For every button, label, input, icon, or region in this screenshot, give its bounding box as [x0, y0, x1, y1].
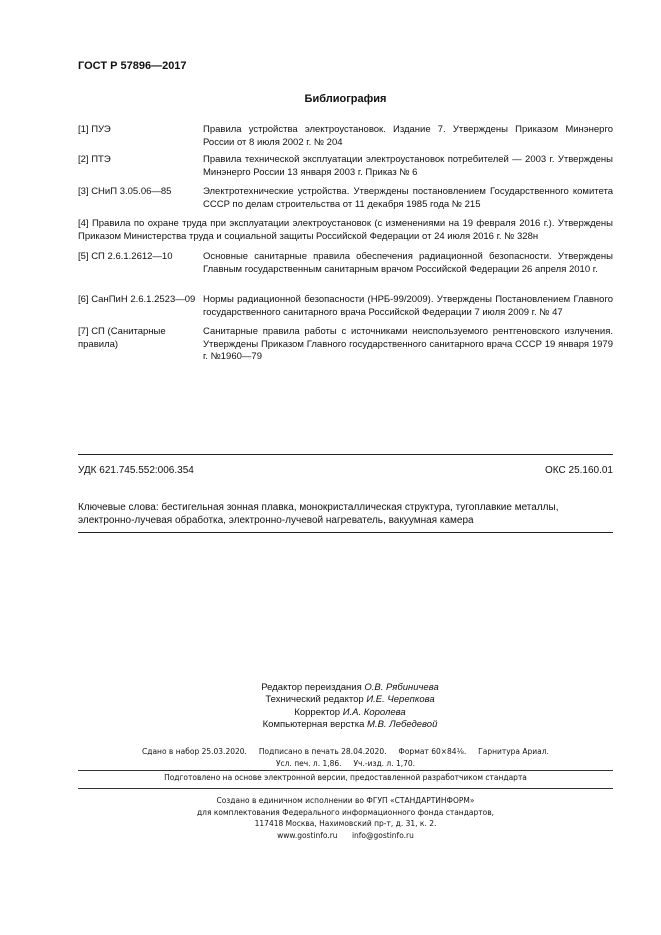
publisher-line-2: для комплектования Федерального информационного фонда стандартов,: [196, 807, 495, 817]
publisher-email-link[interactable]: info@gostinfo.ru: [351, 830, 414, 840]
bib-entry-3: [78, 186, 613, 211]
bib-entry-1: [78, 124, 613, 149]
bib-entry-2: [78, 154, 613, 179]
bib-text: [4] Правила по охране труда при эксплуатации электроустановок (с изменениями на 19 февраля 2016 г.). Утверждены Приказом Министерства труда и социальной защиты Российской Федерации от 24 июля 2016 г. № 328н: [78, 218, 613, 242]
divider-bottom: [78, 532, 613, 533]
publication-line-2: Усл. печ. л. 1,86. Уч.-изд. л. 1,70.: [275, 759, 416, 768]
bib-text: Нормы радиационной безопасности (НРБ-99/2009). Утверждены Постановлением Главного государственного санитарного врача Российской Федерации 7 июля 2009 г. № 47: [203, 294, 613, 318]
bib-ref: [5] СП 2.6.1.2612—10: [78, 251, 173, 262]
bib-ref: [3] СНиП 3.05.06—85: [78, 186, 172, 197]
credit-role: Редактор переиздания: [261, 682, 362, 693]
document-header: ГОСТ Р 57896—2017: [78, 60, 187, 72]
publisher-line-1: Создано в единичном исполнении во ФГУП «СТАНДАРТИНФОРМ»: [216, 796, 475, 805]
bib-text: Правила устройства электроустановок. Издание 7. Утверждены Приказом Минэнерго России от 8 июля 2002 г. № 204: [203, 124, 613, 148]
oks-code: ОКС 25.160.01: [545, 465, 613, 476]
bib-ref: [7] СП (Санитарные правила): [78, 326, 166, 350]
credit-name: И.Е. Черепкова: [366, 694, 435, 706]
credit-tech-editor: [200, 694, 500, 706]
credit-editor: [200, 682, 500, 694]
credit-name: И.А. Королева: [342, 706, 406, 718]
credit-name: М.В. Лебедевой: [367, 719, 438, 731]
bib-ref: [2] ПТЭ: [78, 154, 111, 165]
divider-publication: [78, 770, 613, 771]
credits-block: [200, 682, 500, 732]
publication-info: [78, 746, 613, 770]
bibliography-title: Библиография: [304, 93, 387, 105]
publisher-line-3: 117418 Москва, Нахимовский пр-т, д. 31, к. 2.: [254, 819, 437, 829]
bib-entry-4: [78, 218, 613, 243]
publisher-info: [78, 795, 613, 841]
udk-code: УДК 621.745.552:006.354: [78, 465, 194, 476]
bib-ref: [1] ПУЭ: [78, 124, 111, 135]
publication-line-1: Сдано в набор 25.03.2020. Подписано в печать 28.04.2020. Формат 60×84⅛. Гарнитура Ариал.: [142, 747, 549, 756]
bib-entry-6: [78, 294, 613, 319]
publisher-links: [78, 830, 613, 842]
bib-text: Электротехнические устройства. Утверждены постановлением Государственного комитета СССР по делам строительства от 11 декабря 1985 года № 215: [203, 186, 613, 210]
bib-text: Правила технической эксплуатации электроустановок потребителей — 2003 г. Утверждены Минэнерго России 13 января 2003 г. Приказ № 6: [203, 154, 613, 178]
credit-name: О.В. Рябиничева: [364, 682, 439, 693]
bib-text: Санитарные правила работы с источниками неиспользуемого рентгеновского излучения. Утверждены Приказом Главного государственного санитарного врача СССР 19 января 1979 г. №1960—79: [203, 326, 613, 363]
divider-prepared: [78, 788, 613, 789]
bib-text: Основные санитарные правила обеспечения радиационной безопасности. Утверждены Главным государственным санитарным врачом Российской Федерации 26 апреля 2010 г.: [203, 251, 613, 275]
prepared-note: Подготовлено на основе электронной версии, предоставленной разработчиком стандарта: [164, 773, 527, 782]
credit-role: Корректор: [294, 706, 341, 718]
bib-ref: [6] СанПиН 2.6.1.2523—09: [78, 294, 196, 305]
bib-entry-7: [78, 326, 613, 364]
divider-top: [78, 454, 613, 455]
credit-role: Технический редактор: [265, 694, 364, 706]
credit-role: Компьютерная верстка: [262, 719, 365, 731]
keywords: Ключевые слова: бестигельная зонная плавка, монокристаллическая структура, тугоплавкие металлы, электронно-лучевая обработка, электронно-лучевой нагреватель, вакуумная камера: [78, 502, 559, 526]
credit-layout: [200, 719, 500, 731]
publisher-site-link[interactable]: www.gostinfo.ru: [277, 830, 338, 840]
bib-entry-5: [78, 251, 613, 276]
credit-corrector: [200, 707, 500, 719]
